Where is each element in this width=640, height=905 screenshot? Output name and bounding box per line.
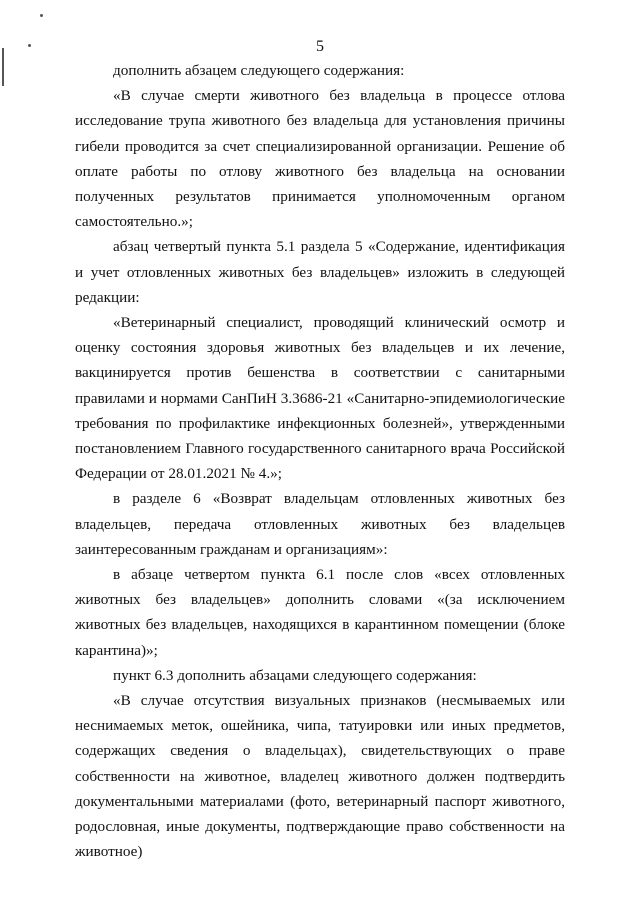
paragraph-section5-amend: абзац четвертый пункта 5.1 раздела 5 «Содержание, идентификация и учет отловленных животных без владельцев» изложить в следующей редакции:	[75, 238, 565, 306]
paragraph-6-3-intro: пункт 6.3 дополнить абзацами следующего содержания:	[113, 666, 477, 684]
page-number: 5	[316, 38, 324, 55]
scan-dust-dot	[40, 14, 43, 17]
paragraph-ownership-proof: «В случае отсутствия визуальных признаков (несмываемых или неснимаемых меток, ошейника, чипа, татуировки или иных предметов, содержащих сведения о владельцах), свидетельствующих о праве собственности на животное, владелец животного должен подтвердить документальными материалами (фото, ветеринарный паспорт животного, родословная, иные документы, подтверждающие право собственности на животное)	[75, 692, 565, 861]
paragraph-6-1-amend: в абзаце четвертом пункта 6.1 после слов «всех отловленных животных без владельцев» дополнить словами «(за исключением животных без владельцев, находящихся в карантинном помещении (блоке карантина)»;	[75, 566, 565, 659]
document-body	[75, 58, 565, 865]
paragraph-vet-vaccination: «Ветеринарный специалист, проводящий клинический осмотр и оценку состояния здоровья животных без владельцев и их лечение, вакцинируется против бешенства в соответствии с санитарными правилами и нормами СанПиН 3.3686-21 «Санитарно-эпидемиологические требования по профилактике инфекционных болезней», утвержденными постановлением Главного государственного санитарного врача Российской Федерации от 28.01.2021 № 4.»;	[75, 314, 565, 483]
paragraph-section6: в разделе 6 «Возврат владельцам отловленных животных без владельцев, передача отловленных животных без владельцев заинтересованным гражданам и организациям»:	[75, 490, 565, 558]
paragraph-add-intro: дополнить абзацем следующего содержания:	[113, 62, 405, 79]
paragraph-animal-death: «В случае смерти животного без владельца в процессе отлова исследование трупа животного без владельца для установления причины гибели проводится за счет специализированной организации. Решение об оплате работы по отлову животного без владельца на основании полученных результатов принимается уполномоченным органом самостоятельно.»;	[75, 87, 565, 231]
